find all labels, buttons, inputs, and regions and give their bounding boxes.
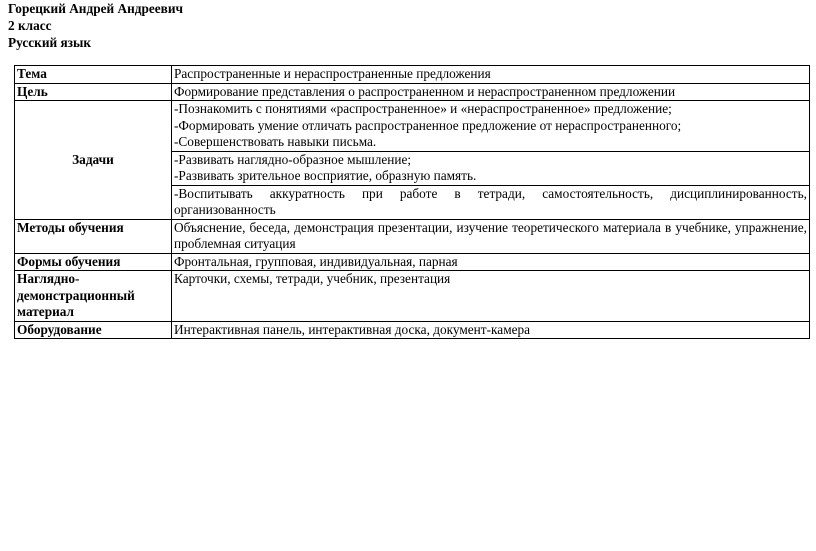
- goal-value: Формирование представления о распространенном и нераспространенном предложении: [172, 83, 810, 101]
- table-row-topic: [15, 66, 810, 84]
- table-row-tasks-1: [15, 101, 810, 152]
- table-row-equipment: [15, 321, 810, 339]
- task-item: -Совершенствовать навыки письма.: [174, 134, 377, 149]
- tasks-label: Задачи: [15, 101, 172, 220]
- task-item: -Формировать умение отличать распространенное предложение от нераспространенного;: [174, 117, 682, 133]
- tasks-group-3: -Воспитывать аккуратность при работе в тетради, самостоятельность, дисциплинированность, организованность: [172, 185, 810, 219]
- task-item: -Развивать зрительное восприятие, образную память.: [174, 168, 477, 183]
- author-name: Горецкий Андрей Андреевич: [8, 1, 184, 16]
- tasks-group-1: [172, 101, 810, 152]
- subject-label: Русский язык: [8, 35, 92, 50]
- tasks-group-2: [172, 151, 810, 185]
- forms-label: Формы обучения: [15, 253, 172, 271]
- table-row-goal: [15, 83, 810, 101]
- visual-value: Карточки, схемы, тетради, учебник, презентация: [172, 271, 810, 322]
- document-header: [8, 0, 183, 51]
- task-item: -Развивать наглядно-образное мышление;: [174, 151, 412, 167]
- task-item: -Познакомить с понятиями «распространенное» и «нераспространенное» предложение;: [174, 101, 672, 116]
- equipment-value: Интерактивная панель, интерактивная доска, документ-камера: [172, 321, 810, 339]
- equipment-label: Оборудование: [15, 321, 172, 339]
- topic-value: Распространенные и нераспространенные предложения: [172, 66, 810, 84]
- lesson-plan-table: [14, 65, 810, 339]
- table-row-methods: [15, 219, 810, 253]
- grade-label: 2 класс: [8, 18, 52, 33]
- table-row-forms: [15, 253, 810, 271]
- forms-value: Фронтальная, групповая, индивидуальная, парная: [172, 253, 810, 271]
- goal-label: Цель: [15, 83, 172, 101]
- visual-label: Наглядно- демонстрационный материал: [15, 271, 172, 322]
- methods-value: Объяснение, беседа, демонстрация презентации, изучение теоретического материала в учебнике, упражнение, проблемная ситуация: [172, 219, 810, 253]
- methods-label: Методы обучения: [15, 219, 172, 253]
- topic-label: Тема: [15, 66, 172, 84]
- table-row-visual: [15, 271, 810, 322]
